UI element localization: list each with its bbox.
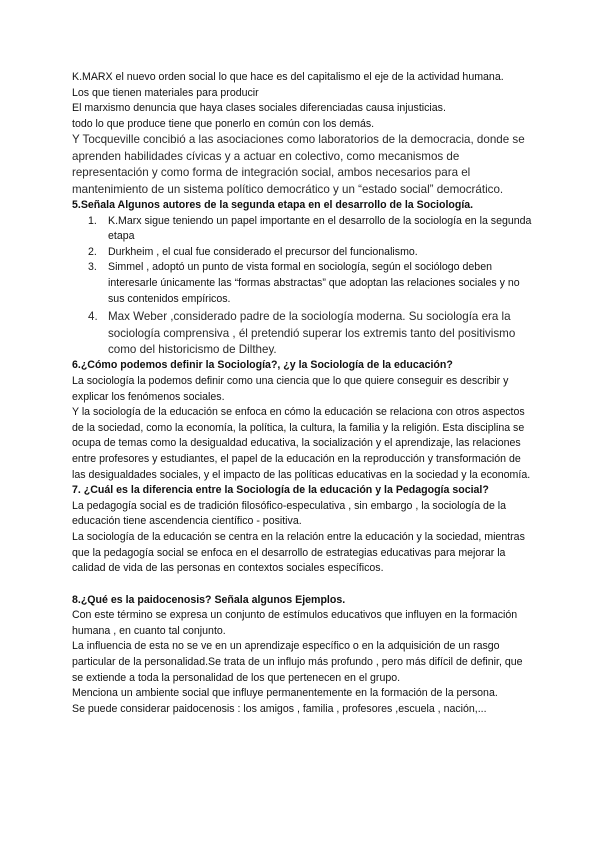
q7-heading: 7. ¿Cuál es la diferencia entre la Sociología de la educación y la Pedagogía social? [72,484,489,497]
section-spacer [72,577,532,593]
list-item-text: Simmel , adoptó un punto de vista formal en sociología, según el sociólogo deben interesarle únicamente las “formas abstractas” que adoptan las relaciones sociales y no sus contenidos empíricos. [108,261,520,305]
list-number: 1. [88,214,97,227]
q7-paragraph-2: La sociología de la educación se centra en la relación entre la educación y la sociedad, mientras que la pedagogía social se enfoca en el desarrollo de estrategias educativas para mejorar la calidad de vida de las personas en contextos sociales específicos. [72,530,525,575]
list-item-text: Max Weber ,considerado padre de la sociología moderna. Su sociología era la sociología comprensiva , él pretendió superar los extremis tanto del positivismo como del historicismo de Dilthey. [108,310,516,356]
list-number: 3. [88,261,97,274]
q5-list-item [72,309,532,358]
q8-paragraph-3: Menciona un ambiente social que influye permanentemente en la formación de la persona. [72,687,498,700]
q5-heading: 5.Señala Algunos autores de la segunda etapa en el desarrollo de la Sociología. [72,199,474,211]
q5-list-item [72,214,532,245]
intro-tocqueville-paragraph: Y Tocqueville concibió a las asociaciones como laboratorios de la democracia, donde se aprenden habilidades cívicas y a actuar en colectivo, como mecanismos de representación y como forma de integración social, ambos necesarios para el mantenimiento de un sistema político democrático y un “estado social” democrático. [72,133,525,196]
intro-line-materials: Los que tienen materiales para producir [72,86,259,99]
q8-paragraph-2: La influencia de esta no se ve en un aprendizaje específico o en la adquisición de un rasgo particular de la personalidad.Se trata de un influjo más profundo , pero más difícil de definir, que se extiende a toda la personalidad de los que pertenecen en el grupo. [72,640,523,684]
q6-heading: 6.¿Cómo podemos definir la Sociología?, ¿y la Sociología de la educación? [72,359,453,372]
q6-paragraph-2: Y la sociología de la educación se enfoca en cómo la educación se relaciona con otros aspectos de la sociedad, como la economía, la política, la cultura, la familia y la religión. Esta disciplina se ocupa de temas como la desigualdad educativa, la socialización y el aprendizaje, las relaciones entre profesores y estudiantes, el papel de la educación en la reproducción y transformación de las desigualdades sociales, y el impacto de las políticas educativas en la sociedad y la economía. [72,406,531,481]
document-body [72,70,532,717]
intro-line-common: todo lo que produce tiene que ponerlo en común con los demás. [72,117,375,130]
list-item-text: Durkheim , el cual fue considerado el precursor del funcionalismo. [108,245,418,258]
q8-paragraph-4: Se puede considerar paidocenosis : los amigos , familia , profesores ,escuela , nación,... [72,702,487,715]
list-item-text: K.Marx sigue teniendo un papel importante en el desarrollo de la sociología en la segunda etapa [108,214,532,243]
intro-line-marx: K.MARX el nuevo orden social lo que hace es del capitalismo el eje de la actividad humana. [72,71,504,83]
q6-paragraph-1: La sociología la podemos definir como una ciencia que lo que quiere conseguir es describir y explicar los fenómenos sociales. [72,374,509,403]
q7-paragraph-1: La pedagogía social es de tradición filosófico-especulativa , sin embargo , la sociología de la educación tiene ascendencia científico - positiva. [72,499,507,528]
q5-list-item [72,260,532,307]
list-number: 4. [88,310,98,324]
q8-heading: 8.¿Qué es la paidocenosis? Señala algunos Ejemplos. [72,593,346,606]
q5-list-item [72,245,532,261]
intro-line-marxism: El marxismo denuncia que haya clases sociales diferenciadas causa injusticias. [72,102,446,115]
list-number: 2. [88,245,97,258]
q8-paragraph-1: Con este término se expresa un conjunto de estímulos educativos que influyen en la formación humana , en cuanto tal conjunto. [72,609,518,637]
q5-author-list [72,214,532,359]
